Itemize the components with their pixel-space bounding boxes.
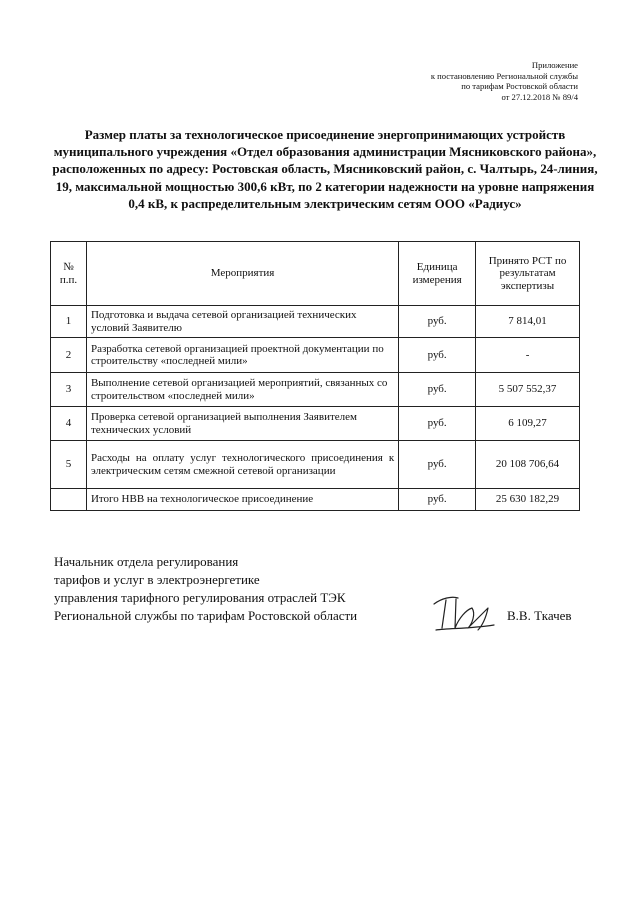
table-total-row — [51, 489, 580, 511]
total-unit: руб. — [399, 489, 476, 511]
row-value: 7 814,01 — [476, 306, 580, 338]
table-row — [51, 407, 580, 441]
row-activity: Выполнение сетевой организацией мероприятий, связанных со строительством «последней мили» — [86, 373, 398, 407]
table-header-row — [51, 242, 580, 306]
position-line: управления тарифного регулирования отраслей ТЭК — [54, 590, 346, 605]
row-activity: Разработка сетевой организацией проектной документации по строительству «последней мили» — [86, 338, 398, 373]
header-value: Принято РСТ по результатам экспертизы — [476, 242, 580, 306]
signature-block — [54, 553, 434, 625]
row-activity: Подготовка и выдача сетевой организацией технических условий Заявителю — [86, 306, 398, 338]
row-value: 20 108 706,64 — [476, 441, 580, 489]
signer-name: В.В. Ткачев — [507, 608, 572, 623]
row-num: 5 — [51, 441, 87, 489]
row-unit: руб. — [399, 306, 476, 338]
row-unit: руб. — [399, 441, 476, 489]
table-row — [51, 338, 580, 373]
row-num: 1 — [51, 306, 87, 338]
fee-table — [50, 241, 580, 511]
row-unit: руб. — [399, 338, 476, 373]
row-value: 5 507 552,37 — [476, 373, 580, 407]
document-title: Размер платы за технологическое присоединение энергопринимающих устройств муниципального учреждения «Отдел образования администрации Мясниковского района», расположенных по адресу: Ростовская область, Мясниковский район, с. Чалтырь, 24-линия, 19, максимальной мощностью 300,6 кВт, по 2 категории надежности на уровне напряжения 0,4 кВ, к распределительным электрическим сетям ООО «Радиус» — [52, 127, 598, 211]
row-num: 2 — [51, 338, 87, 373]
header-unit: Единица измерения — [399, 242, 476, 306]
row-activity: Расходы на оплату услуг технологического присоединения к электрическим сетям смежной сетевой организации — [86, 441, 398, 489]
total-value: 25 630 182,29 — [476, 489, 580, 511]
position-line: Начальник отдела регулирования — [54, 554, 239, 569]
appendix-line: к постановлению Региональной службы — [430, 70, 578, 81]
position-line: тарифов и услуг в электроэнергетике — [54, 572, 260, 587]
position-line: Региональной службы по тарифам Ростовской области — [54, 608, 358, 623]
table-row — [51, 306, 580, 338]
row-unit: руб. — [399, 407, 476, 441]
row-num: 4 — [51, 407, 87, 441]
appendix-line: от 27.12.2018 № 89/4 — [501, 91, 578, 102]
total-num — [51, 489, 87, 511]
table-row — [51, 373, 580, 407]
row-activity: Проверка сетевой организацией выполнения Заявителем технических условий — [86, 407, 398, 441]
row-unit: руб. — [399, 373, 476, 407]
header-num: № п.п. — [51, 242, 87, 306]
appendix-line: по тарифам Ростовской области — [461, 81, 578, 91]
handwritten-signature — [428, 584, 503, 640]
table-row — [51, 441, 580, 489]
header-activity: Мероприятия — [86, 242, 398, 306]
row-num: 3 — [51, 373, 87, 407]
appendix-line: Приложение — [531, 60, 578, 70]
total-activity: Итого НВВ на технологическое присоединение — [86, 489, 398, 511]
appendix-note — [338, 60, 578, 102]
row-value: - — [476, 338, 580, 373]
row-value: 6 109,27 — [476, 407, 580, 441]
